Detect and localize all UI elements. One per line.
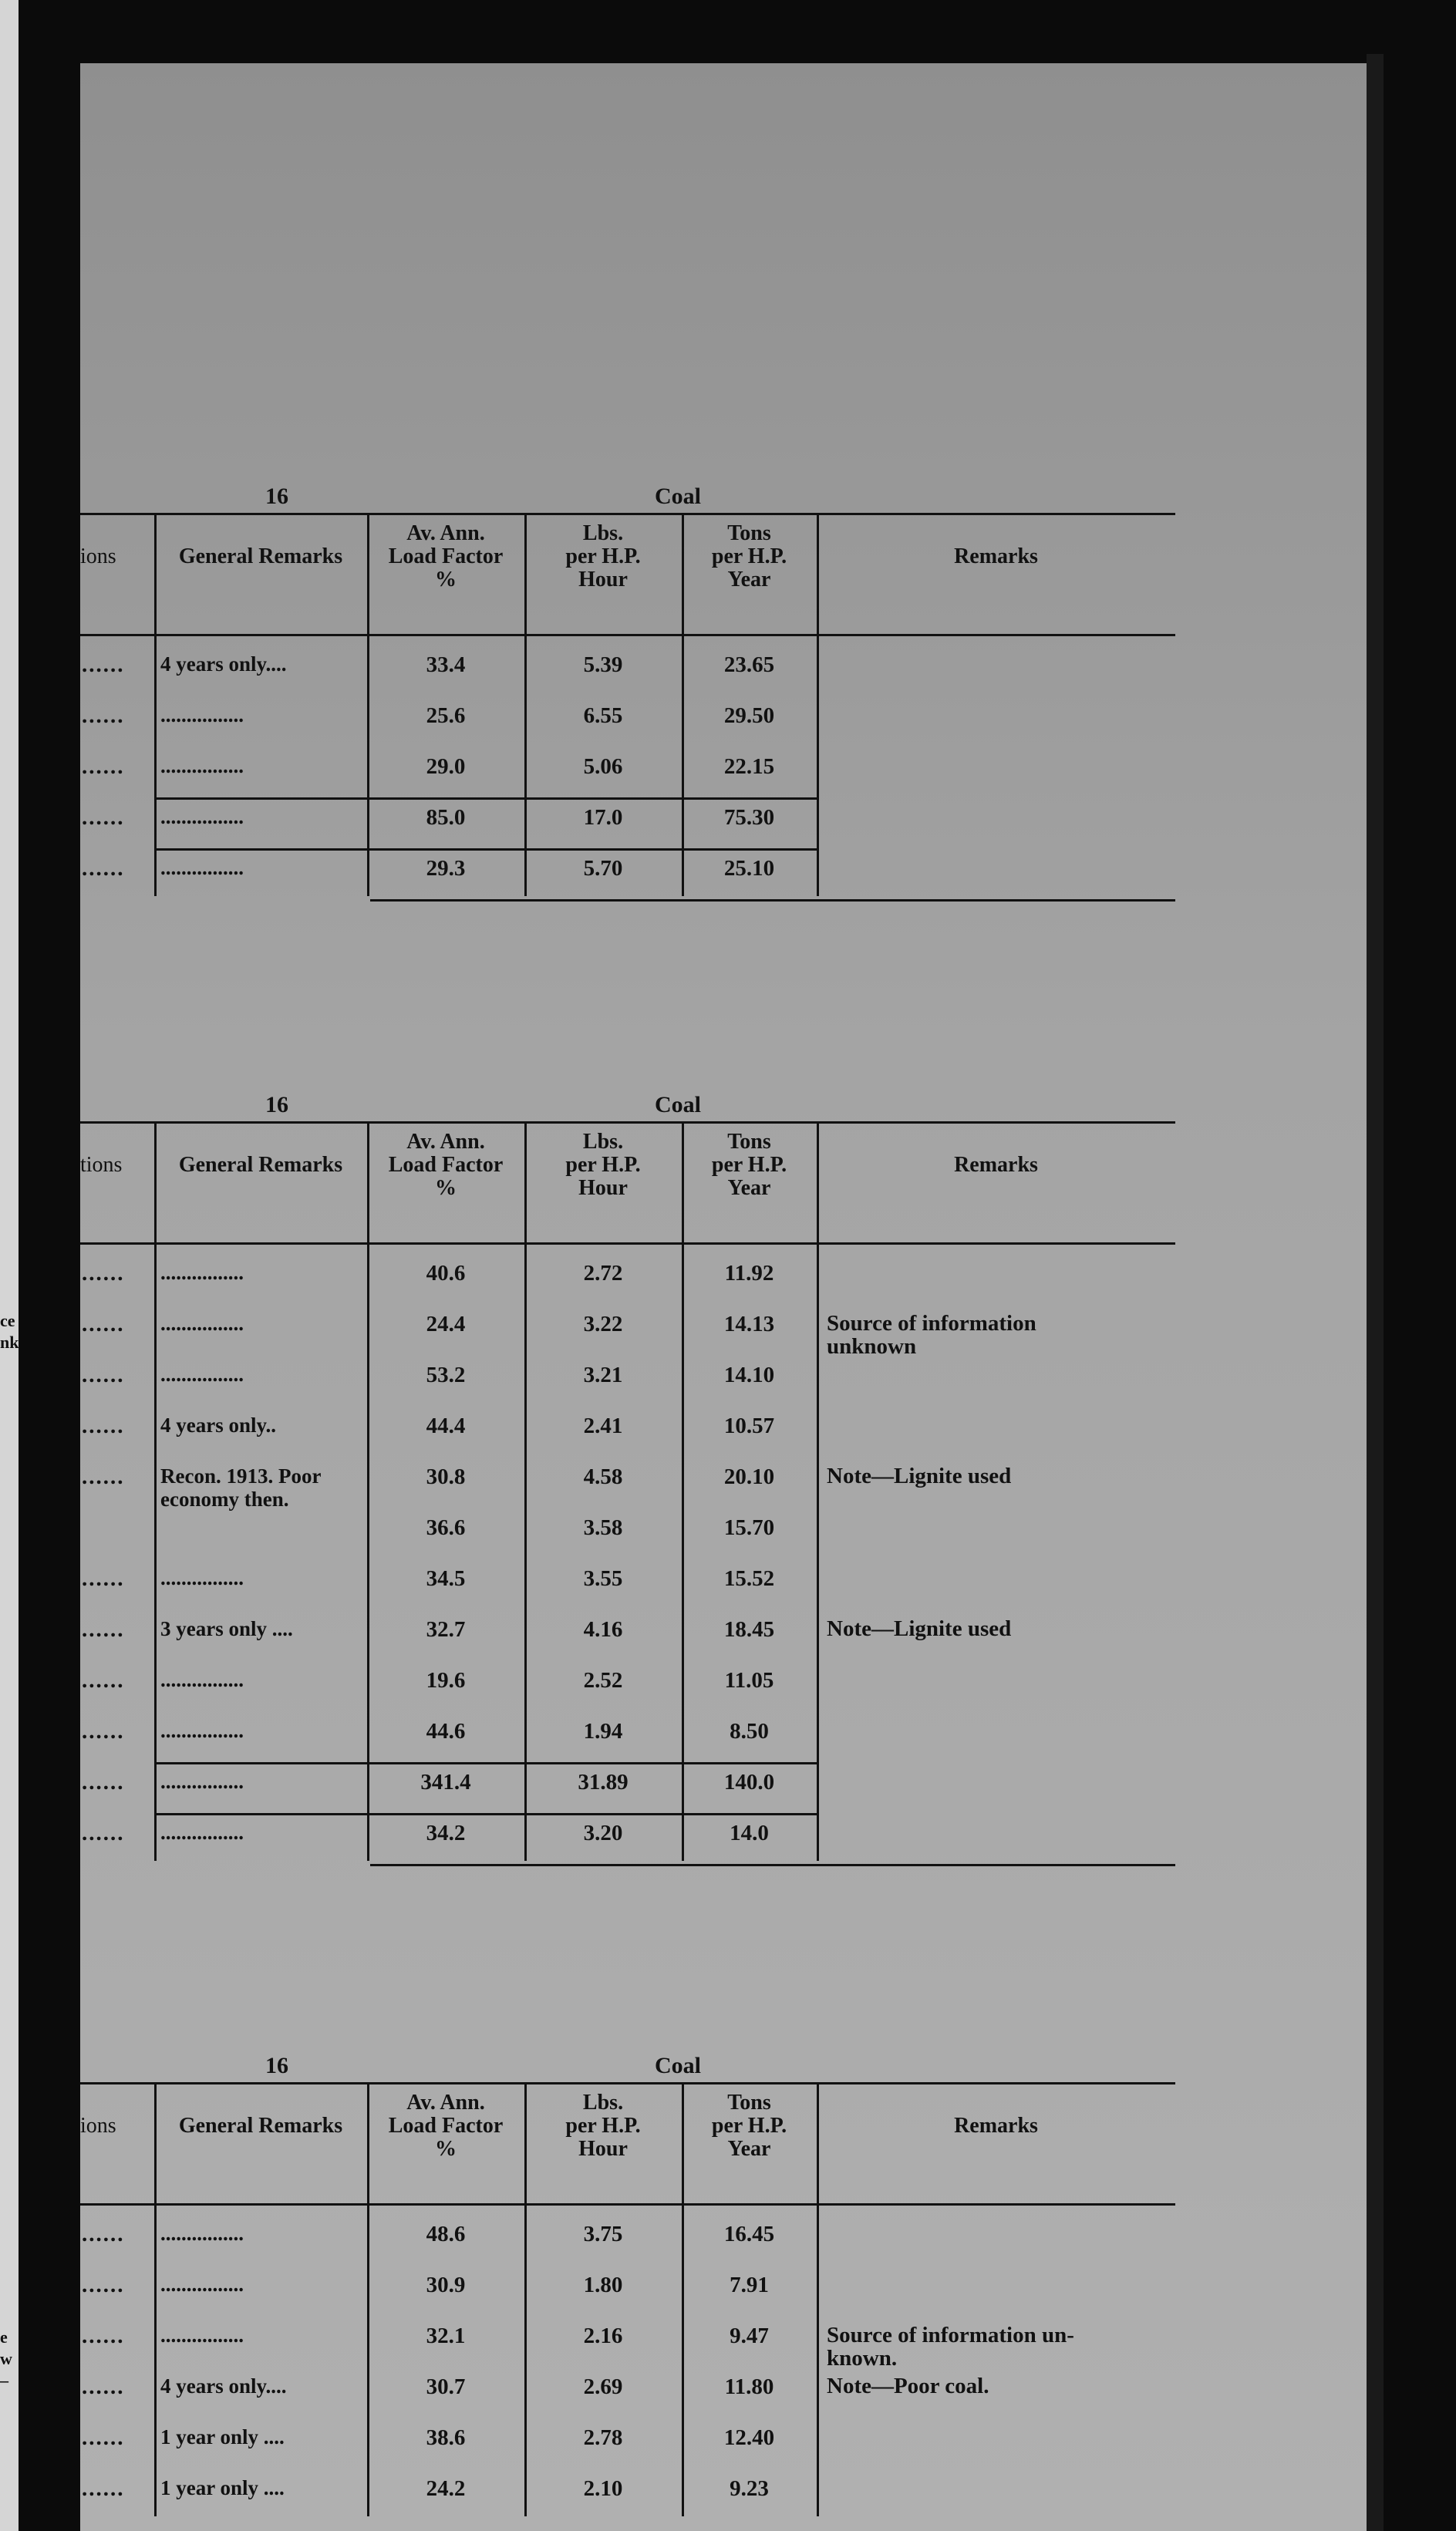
section-bottom-rule: [370, 899, 1175, 902]
row-general-remark: 1 year only ....: [160, 2476, 285, 2499]
row-tons-per-hp-year: 75.30: [723, 805, 775, 830]
row-load-factor: 30.8: [426, 1464, 466, 1489]
row-tons-per-hp-year: 11.05: [724, 1668, 774, 1693]
column-header-lbs-per-hp-hour: Lbs. per H.P. Hour: [565, 1130, 641, 1200]
row-load-factor: 44.4: [426, 1414, 466, 1438]
row-lbs-per-hp-hour: 5.70: [583, 856, 623, 881]
row-lbs-per-hp-hour: 2.41: [583, 1414, 623, 1438]
row-tons-per-hp-year: 20.10: [723, 1464, 775, 1489]
coal-table-section: [80, 1092, 1175, 1911]
row-load-factor: 44.6: [426, 1719, 466, 1744]
column-rule: [817, 514, 819, 896]
column-rule: [154, 2084, 157, 2516]
row-load-factor: 29.3: [426, 856, 466, 881]
row-leader: ......: [82, 754, 125, 779]
row-lbs-per-hp-hour: 6.55: [583, 703, 623, 728]
row-lbs-per-hp-hour: 4.58: [583, 1464, 623, 1489]
row-general-remark: ................: [160, 2324, 244, 2347]
page-number: 16: [265, 2053, 288, 2078]
row-leader: ......: [82, 1719, 125, 1744]
row-leader: ......: [82, 1464, 125, 1489]
row-load-factor: 19.6: [426, 1668, 466, 1693]
column-rule: [154, 514, 157, 896]
row-tons-per-hp-year: 18.45: [723, 1617, 775, 1642]
row-general-remark: ................: [160, 1261, 244, 1284]
row-general-remark: ................: [160, 1719, 244, 1742]
row-general-remark: 3 years only ....: [160, 1617, 293, 1640]
row-load-factor: 24.2: [426, 2476, 466, 2501]
row-general-remark: ................: [160, 703, 244, 726]
row-tons-per-hp-year: 14.13: [723, 1312, 775, 1336]
header-rule: [80, 634, 1175, 636]
row-load-factor: 48.6: [426, 2222, 466, 2246]
header-rule: [80, 2203, 1175, 2206]
row-general-remark: 4 years only....: [160, 2374, 287, 2398]
column-header-first: ions: [80, 2114, 116, 2138]
row-remark: Note—Lignite used: [827, 1464, 1012, 1488]
row-lbs-per-hp-hour: 2.52: [583, 1668, 623, 1693]
row-tons-per-hp-year: 23.65: [723, 652, 775, 677]
column-rule: [817, 1123, 819, 1861]
row-tons-per-hp-year: 10.57: [723, 1414, 775, 1438]
row-load-factor: 36.6: [426, 1515, 466, 1540]
row-lbs-per-hp-hour: 2.16: [583, 2324, 623, 2348]
row-load-factor: 341.4: [420, 1770, 471, 1795]
row-tons-per-hp-year: 14.10: [723, 1363, 775, 1387]
column-rule: [367, 1123, 369, 1861]
row-remark: Note—Lignite used: [827, 1616, 1012, 1641]
column-header-first: ions: [80, 544, 116, 568]
row-leader: ......: [82, 1312, 125, 1336]
row-tons-per-hp-year: 9.23: [730, 2476, 769, 2501]
row-leader: ......: [82, 2476, 125, 2501]
column-header-remarks: Remarks: [954, 1153, 1038, 1177]
row-general-remark: ................: [160, 1668, 244, 1691]
row-leader: ......: [82, 1770, 125, 1795]
row-leader: ......: [82, 2273, 125, 2297]
top-rule: [80, 513, 1175, 515]
row-lbs-per-hp-hour: 2.78: [583, 2425, 623, 2450]
row-load-factor: 34.5: [426, 1566, 466, 1591]
row-load-factor: 85.0: [426, 805, 466, 830]
column-header-general-remarks: General Remarks: [178, 544, 343, 568]
column-rule: [524, 1123, 527, 1861]
row-leader: ......: [82, 1261, 125, 1286]
row-lbs-per-hp-hour: 4.16: [583, 1617, 623, 1642]
row-leader: ......: [82, 2425, 125, 2450]
row-leader: ......: [82, 1566, 125, 1591]
margin-fragment: nk: [0, 1333, 19, 1352]
row-leader: ......: [82, 703, 125, 728]
row-load-factor: 38.6: [426, 2425, 466, 2450]
row-lbs-per-hp-hour: 3.75: [583, 2222, 623, 2246]
row-general-remark: ................: [160, 1363, 244, 1386]
row-lbs-per-hp-hour: 2.72: [583, 1261, 623, 1286]
row-lbs-per-hp-hour: 3.20: [583, 1821, 623, 1845]
row-load-factor: 33.4: [426, 652, 466, 677]
row-general-remark: ................: [160, 805, 244, 828]
margin-fragment: ce: [0, 1311, 15, 1330]
row-lbs-per-hp-hour: 3.21: [583, 1363, 623, 1387]
page-number: 16: [265, 1092, 288, 1117]
row-tons-per-hp-year: 22.15: [723, 754, 775, 779]
row-load-factor: 29.0: [426, 754, 466, 779]
column-header-load-factor: Av. Ann. Load Factor %: [388, 2091, 504, 2161]
row-tons-per-hp-year: 8.50: [730, 1719, 769, 1744]
column-header-lbs-per-hp-hour: Lbs. per H.P. Hour: [565, 2091, 641, 2161]
row-general-remark: 4 years only....: [160, 652, 287, 676]
margin-fragment: w: [0, 2349, 12, 2368]
coal-table-section: [80, 2053, 1175, 2531]
fuel-label: Coal: [655, 484, 701, 509]
column-header-load-factor: Av. Ann. Load Factor %: [388, 521, 504, 591]
row-tons-per-hp-year: 29.50: [723, 703, 775, 728]
column-rule: [817, 2084, 819, 2516]
coal-table-section: [80, 484, 1175, 946]
row-general-remark: ................: [160, 754, 244, 777]
row-load-factor: 34.2: [426, 1821, 466, 1845]
column-header-first: tions: [80, 1153, 123, 1177]
column-rule: [682, 1123, 684, 1861]
column-rule: [367, 2084, 369, 2516]
row-lbs-per-hp-hour: 31.89: [578, 1770, 629, 1795]
margin-fragment: –: [0, 2371, 8, 2390]
row-lbs-per-hp-hour: 5.39: [583, 652, 623, 677]
column-header-lbs-per-hp-hour: Lbs. per H.P. Hour: [565, 521, 641, 591]
row-remark: Note—Poor coal.: [827, 2374, 989, 2398]
row-general-remark: ................: [160, 1821, 244, 1844]
row-lbs-per-hp-hour: 1.80: [583, 2273, 623, 2297]
row-lbs-per-hp-hour: 5.06: [583, 754, 623, 779]
column-header-general-remarks: General Remarks: [178, 2114, 343, 2138]
column-rule: [524, 2084, 527, 2516]
subtotal-rule: [154, 797, 817, 800]
row-load-factor: 53.2: [426, 1363, 466, 1387]
header-rule: [80, 1242, 1175, 1245]
fuel-label: Coal: [655, 2053, 701, 2078]
row-tons-per-hp-year: 25.10: [723, 856, 775, 881]
row-tons-per-hp-year: 14.0: [730, 1821, 769, 1845]
row-load-factor: 30.7: [426, 2374, 466, 2399]
top-rule: [80, 2082, 1175, 2084]
row-tons-per-hp-year: 7.91: [730, 2273, 769, 2297]
row-general-remark: ................: [160, 1312, 244, 1335]
row-load-factor: 30.9: [426, 2273, 466, 2297]
row-tons-per-hp-year: 140.0: [723, 1770, 775, 1795]
row-lbs-per-hp-hour: 2.69: [583, 2374, 623, 2399]
row-general-remark: ................: [160, 2222, 244, 2245]
row-load-factor: 40.6: [426, 1261, 466, 1286]
row-tons-per-hp-year: 15.70: [723, 1515, 775, 1540]
row-leader: ......: [82, 1414, 125, 1438]
column-header-tons-per-hp-year: Tons per H.P. Year: [711, 521, 787, 591]
column-header-remarks: Remarks: [954, 544, 1038, 568]
row-lbs-per-hp-hour: 3.55: [583, 1566, 623, 1591]
top-rule: [80, 1121, 1175, 1124]
row-tons-per-hp-year: 12.40: [723, 2425, 775, 2450]
row-load-factor: 32.7: [426, 1617, 466, 1642]
row-tons-per-hp-year: 11.92: [724, 1261, 774, 1286]
row-tons-per-hp-year: 9.47: [730, 2324, 769, 2348]
row-lbs-per-hp-hour: 3.22: [583, 1312, 623, 1336]
subtotal-rule: [154, 1762, 817, 1764]
row-general-remark: ................: [160, 1566, 244, 1589]
row-tons-per-hp-year: 15.52: [723, 1566, 775, 1591]
row-general-remark: ................: [160, 856, 244, 879]
row-general-remark: ................: [160, 2273, 244, 2296]
average-rule: [154, 1813, 817, 1815]
fuel-label: Coal: [655, 1092, 701, 1117]
column-header-load-factor: Av. Ann. Load Factor %: [388, 1130, 504, 1200]
row-general-remark: ................: [160, 1770, 244, 1793]
row-remark: Source of information un- known.: [827, 2323, 1074, 2371]
column-header-tons-per-hp-year: Tons per H.P. Year: [711, 1130, 787, 1200]
column-rule: [154, 1123, 157, 1861]
row-general-remark: 4 years only..: [160, 1414, 277, 1437]
page-edge-shadow: [1367, 54, 1384, 2531]
row-general-remark: 1 year only ....: [160, 2425, 285, 2448]
adjacent-page-strip: [0, 0, 19, 2531]
row-leader: ......: [82, 652, 125, 677]
column-header-tons-per-hp-year: Tons per H.P. Year: [711, 2091, 787, 2161]
row-lbs-per-hp-hour: 3.58: [583, 1515, 623, 1540]
row-leader: ......: [82, 2222, 125, 2246]
row-tons-per-hp-year: 11.80: [724, 2374, 774, 2399]
row-load-factor: 24.4: [426, 1312, 466, 1336]
row-tons-per-hp-year: 16.45: [723, 2222, 775, 2246]
row-lbs-per-hp-hour: 17.0: [583, 805, 623, 830]
row-leader: ......: [82, 1363, 125, 1387]
margin-fragment: e: [0, 2327, 8, 2347]
row-leader: ......: [82, 1617, 125, 1642]
row-leader: ......: [82, 1821, 125, 1845]
row-lbs-per-hp-hour: 1.94: [583, 1719, 623, 1744]
page-number: 16: [265, 484, 288, 509]
section-bottom-rule: [370, 1864, 1175, 1866]
average-rule: [154, 848, 817, 851]
row-lbs-per-hp-hour: 2.10: [583, 2476, 623, 2501]
row-general-remark: Recon. 1913. Poor economy then.: [160, 1464, 322, 1511]
row-load-factor: 32.1: [426, 2324, 466, 2348]
column-header-general-remarks: General Remarks: [178, 1153, 343, 1177]
row-leader: ......: [82, 856, 125, 881]
row-remark: Source of information unknown: [827, 1311, 1036, 1359]
column-rule: [682, 2084, 684, 2516]
row-leader: ......: [82, 805, 125, 830]
column-header-remarks: Remarks: [954, 2114, 1038, 2138]
document-page: [80, 63, 1367, 2531]
row-leader: ......: [82, 2374, 125, 2399]
row-leader: ......: [82, 2324, 125, 2348]
row-load-factor: 25.6: [426, 703, 466, 728]
row-leader: ......: [82, 1668, 125, 1693]
